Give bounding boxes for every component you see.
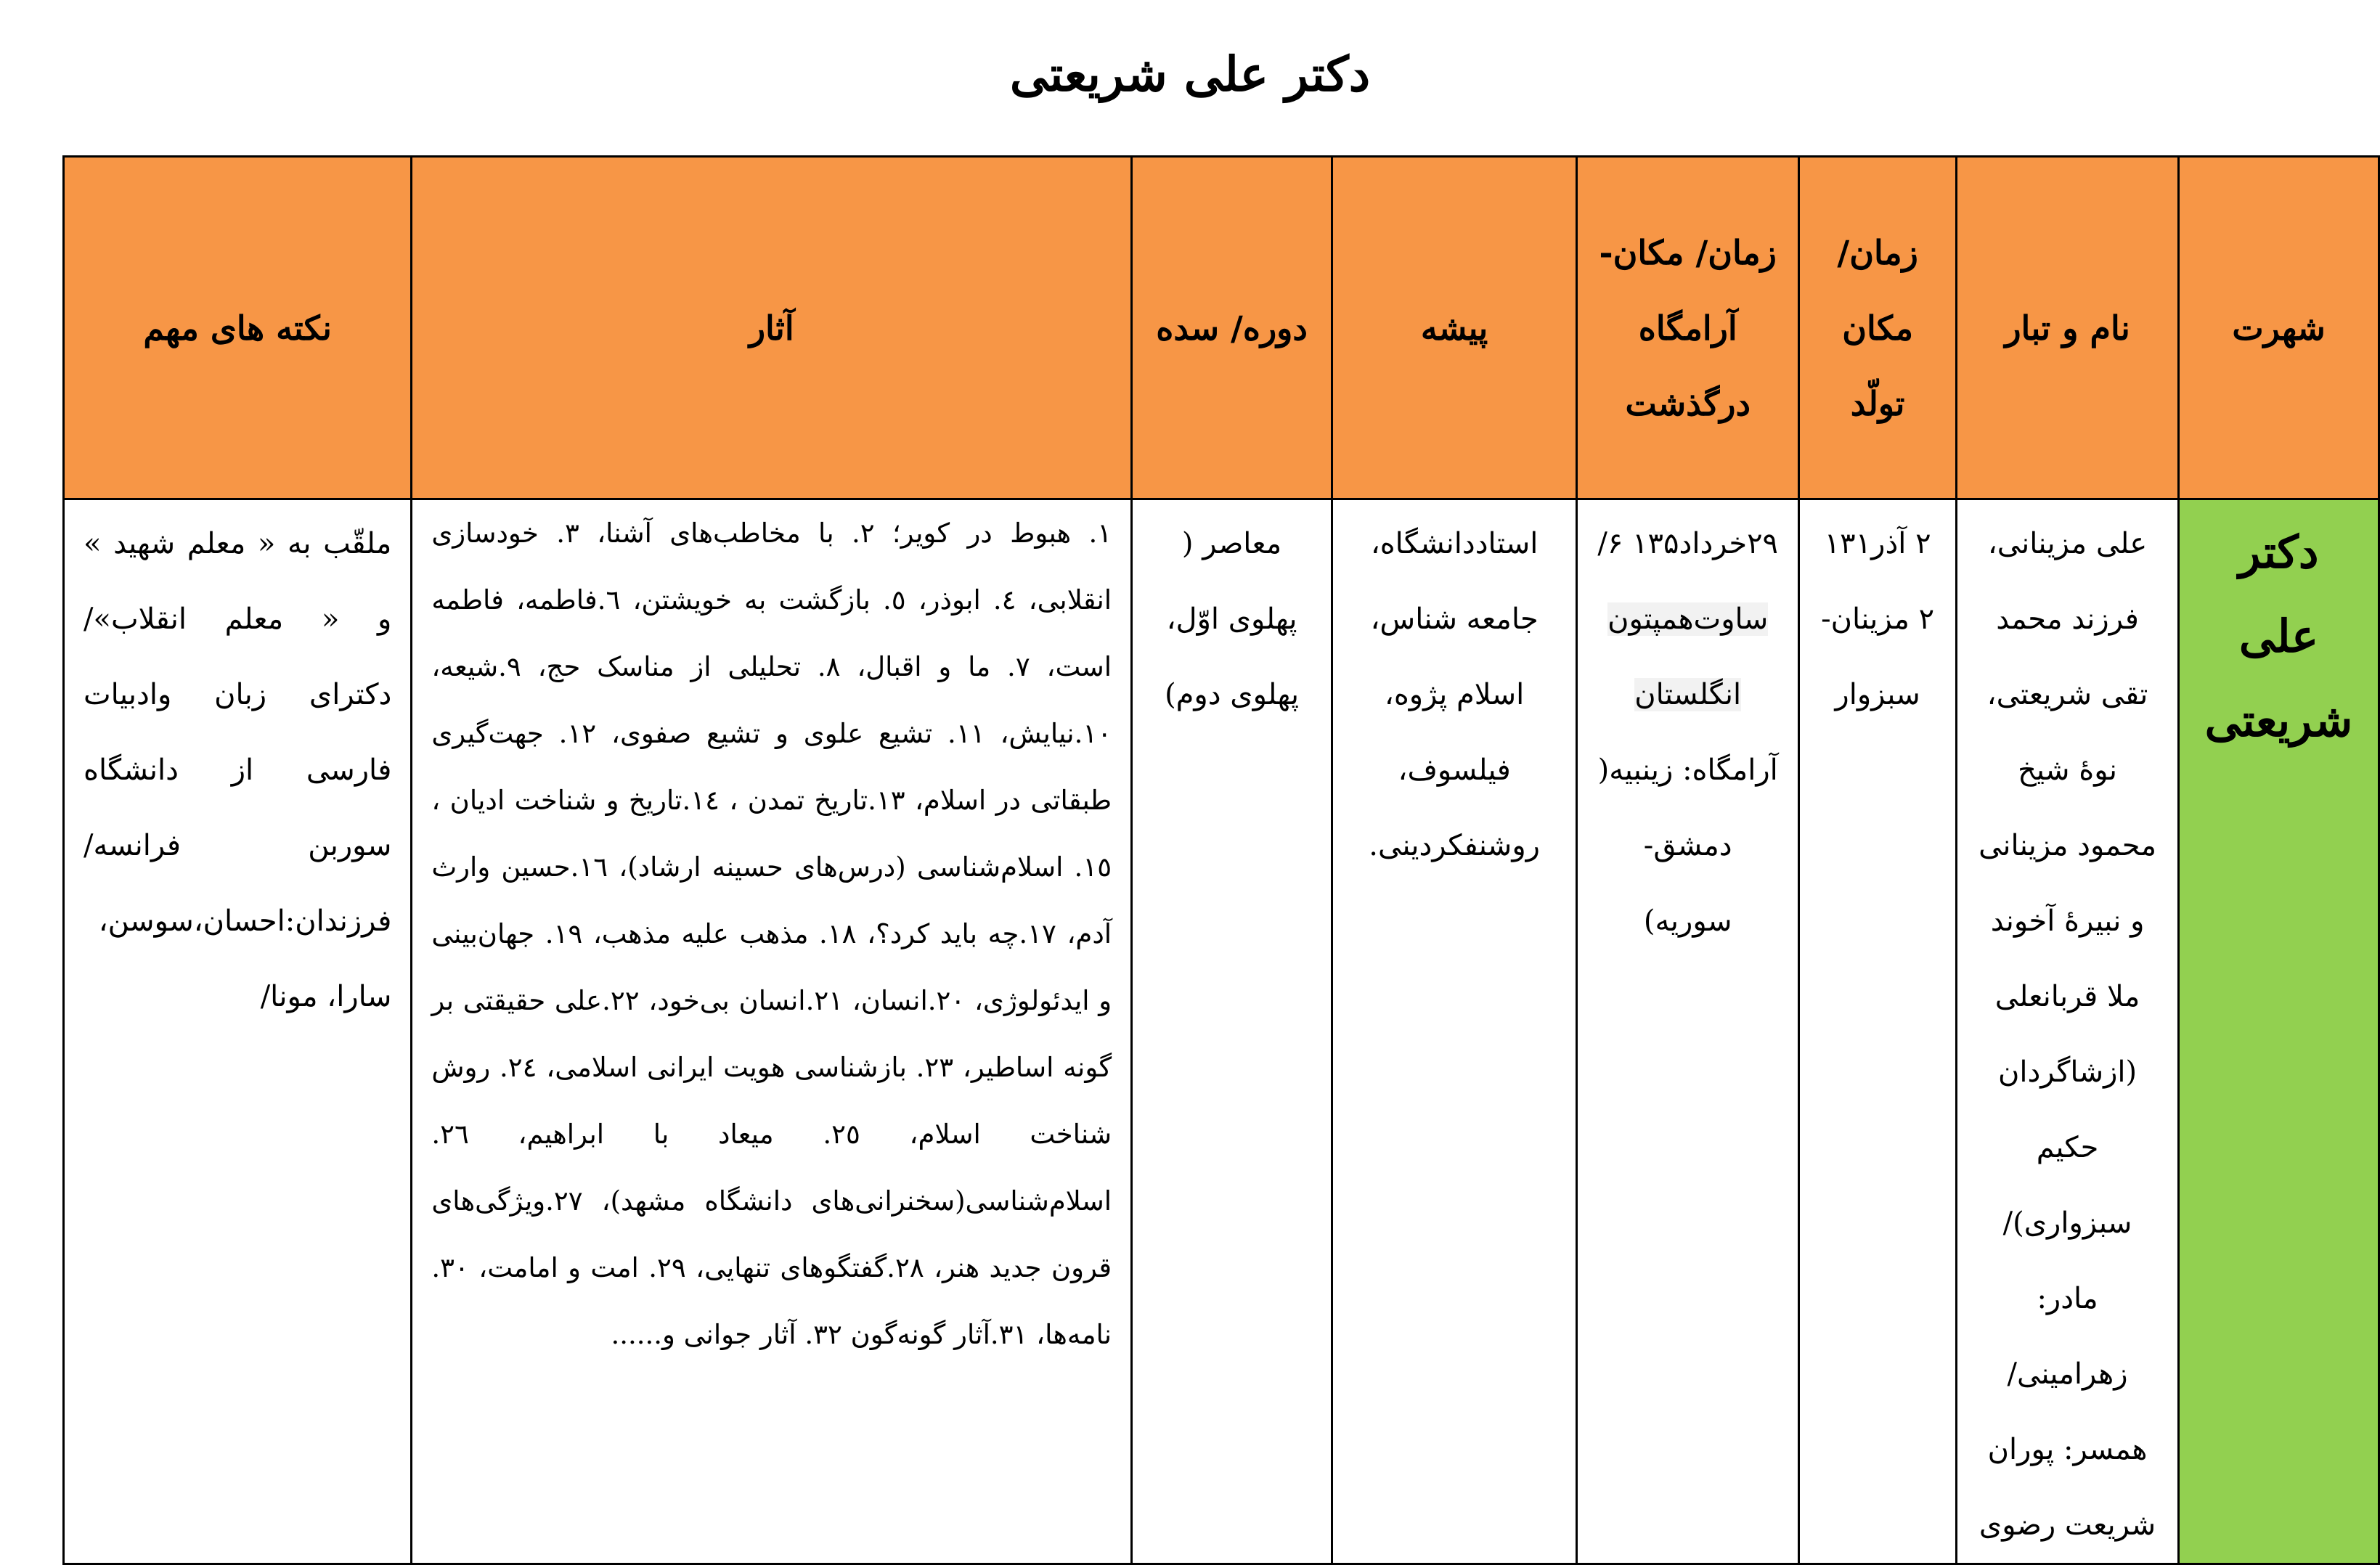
biography-table: [62, 155, 2380, 1565]
page-title: دکتر علی شریعتی: [1009, 46, 1371, 102]
header-birth: زمان/ مکان تولّد: [1799, 157, 1957, 499]
notes-cell: ملقّب به « معلم شهید » و « معلم انقلاب»/ دکترای زبان وادبیات فارسی از دانشگاه سوربن فرانسه/ فرزندان:احسان،سوسن، سارا، مونا/: [64, 499, 412, 1564]
death-tomb: آرامگاه: زینبیه( دمشق- سوریه): [1597, 753, 1778, 938]
death-date: ۲۹خرداد۱۳۵ ۶/: [1597, 527, 1779, 560]
profession-cell: استاددانشگاه، جامعه شناس، اسلام پژوه، فیلسوف، روشنفکردینی.: [1332, 499, 1577, 1564]
header-era: دوره/ سده: [1132, 157, 1332, 499]
header-death: زمان/ مکان- آرامگاه درگذشت: [1577, 157, 1799, 499]
fame-cell: دکتر علی شریعتی: [2179, 499, 2379, 1564]
header-row: [64, 157, 2379, 499]
header-notes: نکته های مهم: [64, 157, 412, 499]
era-cell: معاصر ( پهلوی اوّل، پهلوی دوم): [1132, 499, 1332, 1564]
name-lineage-cell: علی مزینانی، فرزند محمد تقی شریعتی، نوۀ شیخ محمود مزینانی و نبیرۀ آخوند ملا قربانعلی (ازشاگردان حکیم سبزواری)/ مادر: زهرامینی/ همسر: پوران شریعت رضوی: [1957, 499, 2179, 1564]
birth-cell: ۲ آذر۱۳۱ ۲ مزینان- سبزوار: [1799, 499, 1957, 1564]
header-name-lineage: نام و تبار: [1957, 157, 2179, 499]
header-fame: شهرت: [2179, 157, 2379, 499]
works-cell: ۱. هبوط در کویر؛ ۲. با مخاطب‌های آشنا، ۳. خودسازی انقلابی، ٤. ابوذر، ٥. بازگشت به خویشتن، ٦.فاطمه، فاطمه است، ۷. ما و اقبال، ۸. تحلیلی از مناسک حج، ۹.شیعه، ۱۰.نیایش، ۱۱. تشیع علوی و تشیع صفوی، ۱۲. جهت‌گیری طبقاتی در اسلام، ۱۳.تاریخ تمدن ، ۱٤.تاریخ و شناخت ادیان ، ۱٥. اسلام‌شناسی (درس‌های حسینه ارشاد)، ۱٦.حسین وارث آدم، ۱۷.چه باید کرد؟، ۱۸. مذهب علیه مذهب، ۱۹. جهان‌بینی و ایدئولوژی، ۲۰.انسان، ۲۱.انسان بی‌خود، ۲۲.علی حقیقتی بر گونه اساطیر، ۲۳. بازشناسی هویت ایرانی اسلامی، ۲٤. روش شناخت اسلام، ۲٥. میعاد با ابراهیم، ۲٦. اسلام‌شناسی(سخنرانی‌های دانشگاه مشهد)، ۲۷.ویژگی‌های قرون جدید هنر، ۲۸.گفتگوهای تنهایی، ۲۹. امت و امامت، ۳۰. نامه‌ها، ۳۱.آثار گونه‌گون ۳۲. آثار جوانی و......: [412, 499, 1132, 1564]
death-place-text: ساوت‌همپتون انگلستان: [1607, 602, 1769, 711]
header-works: آثار: [412, 157, 1132, 499]
table-row: [64, 499, 2379, 1564]
death-place: [1597, 581, 1779, 732]
death-cell: [1577, 499, 1799, 1564]
header-profession: پیشه: [1332, 157, 1577, 499]
